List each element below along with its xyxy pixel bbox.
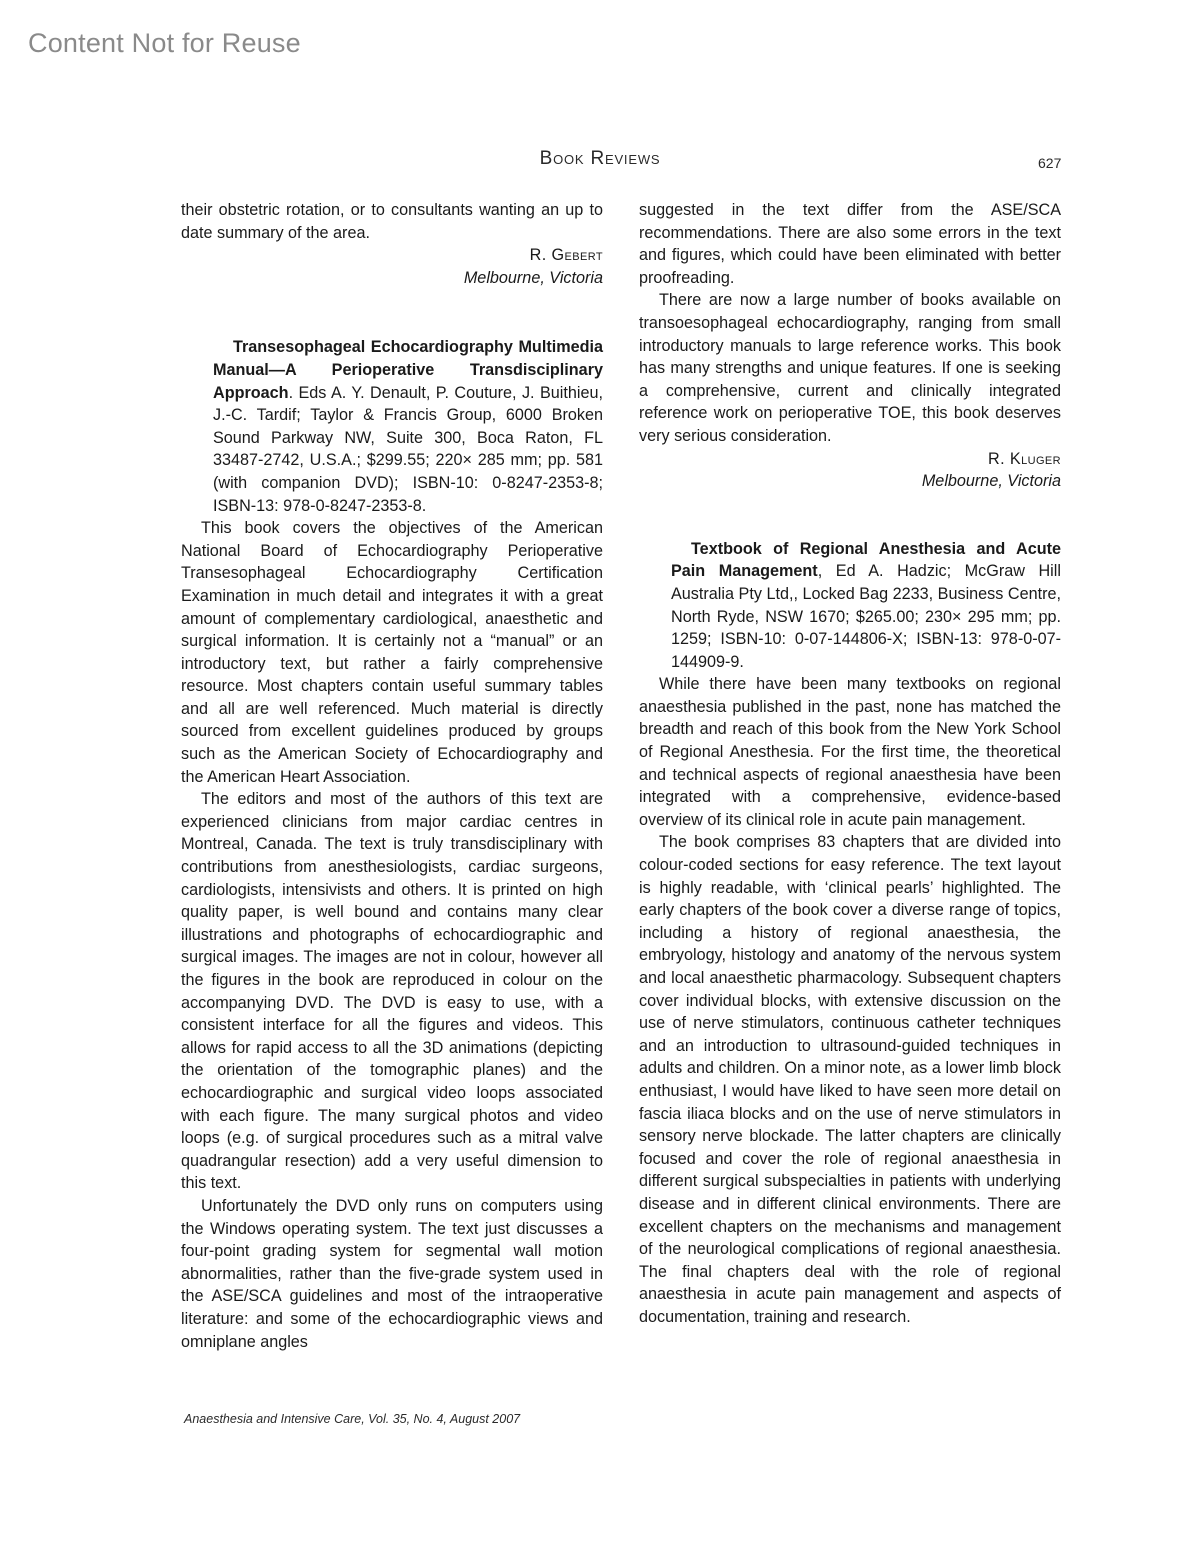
review-paragraph: There are now a large number of books available on transoesophageal echocardiography, ranging from small introductory manuals to large reference works. This book has many strengths and unique features. If one is seeking a comprehensive, current and clinically integrated reference work on perioperative TOE, this book deserves very serious consideration. (639, 291, 1061, 445)
reviewer-name: R. Kluger (988, 449, 1061, 468)
review-signature (639, 448, 1061, 493)
book-details: . Eds A. Y. Denault, P. Couture, J. Buithieu, J.-C. Tardif; Taylor & Francis Group, 6000 Broken Sound Parkway NW, Suite 300, Boca Raton, FL 33487-2742, U.S.A.; $299.55; 220× 285 mm; pp. 581 (with companion DVD); ISBN-10: 0-8247-2353-8; ISBN-13: 978-0-8247-2353-8. (213, 383, 603, 515)
book-title: Transesophageal Echocardiography Multimedia Manual—A Perioperative Transdisciplinary Approach (213, 338, 603, 402)
review-paragraph: While there have been many textbooks on regional anaesthesia published in the past, none has matched the breadth and reach of this book from the New York School of Regional Anesthesia. For the first time, the theoretical and technical aspects of regional anaesthesia have been integrated with a comprehensive, evidence-based overview of its clinical role in acute pain management. (639, 675, 1061, 829)
book-details: , Ed A. Hadzic; McGraw Hill Australia Pty Ltd,, Locked Bag 2233, Business Centre, North Ryde, NSW 1670; $265.00; 230× 295 mm; pp. 1259; ISBN-10: 0-07-144806-X; ISBN-13: 978-0-07-144909-9. (671, 562, 1061, 671)
review-paragraph: Unfortunately the DVD only runs on computers using the Windows operating system. The text just discusses a four-point grading system for segmental wall motion abnormalities, rather than the five-grade system used in the ASE/SCA guidelines and most of the intraoperative literature: and some of the echocardiographic views and omniplane angles (181, 1196, 603, 1351)
continuation-text: suggested in the text differ from the ASE/SCA recommendations. There are also some errors in the text and figures, which could have been eliminated with better proofreading. (639, 201, 1061, 287)
reviewer-location: Melbourne, Victoria (463, 268, 603, 287)
reviewer-location: Melbourne, Victoria (921, 472, 1061, 491)
review-paragraph: The editors and most of the authors of this text are experienced clinicians from major cardiac centres in Montreal, Canada. The text is truly transdisciplinary with contributions from anesthesiologists, cardiac surgeons, cardiologists, intensivists and others. It is printed on high quality paper, is well bound and contains many clear illustrations and photographs of echocardiographic and surgical images. The images are not in colour, however all the figures in the book are reproduced in colour on the accompanying DVD. The DVD is easy to use, with a consistent interface for all the figures and videos. This allows for rapid access to all the 3D animations (depicting the orientation of the tomographic planes) and the echocardiographic and surgical video loops associated with each figure. The many surgical photos and video loops (e.g. of surgical procedures such as a mitral valve quadrangular resection) add a very useful dimension to this text. (181, 790, 603, 1193)
review-citation (639, 538, 1061, 674)
review-paragraph: The book comprises 83 chapters that are divided into colour-coded sections for easy reference. The text layout is highly readable, with ‘clinical pearls’ highlighted. The early chapters of the book cover a diverse range of topics, including a history of regional anaesthesia, the embryology, histology and anatomy of the nervous system and local anaesthetic pharmacology. Subsequent chapters cover individual blocks, with extensive discussion on the use of nerve stimulators, continuous catheter techniques and an introduction to ultrasound-guided techniques in adults and children. On a minor note, as a lower limb block enthusiast, I would have liked to have seen more detail on fascia iliaca blocks and on the use of nerve stimulators in sensory nerve blockade. The latter chapters are clinically focused and cover the role of regional anaesthesia in different surgical subspecialties in patients with underlying disease and in different clinical environments. There are excellent chapters on the mechanisms and management of the neurological complications of regional anaesthesia. The final chapters deal with the role of regional anaesthesia in acute pain management and aspects of documentation, training and research. (639, 833, 1061, 1326)
journal-citation-footer: Anaesthesia and Intensive Care, Vol. 35, No. 4, August 2007 (184, 1412, 521, 1426)
running-title: Book Reviews (539, 148, 661, 169)
review-paragraph: This book covers the objectives of the American National Board of Echocardiography Perioperative Transesophageal Echocardiography Certification Examination in much detail and integrates it with a great amount of complementary cardiological, anaesthetic and surgical information. It is certainly not a “manual” or an introductory text, but rather a fairly comprehensive resource. Most chapters contain useful summary tables and all are well referenced. Much material is directly sourced from excellent guidelines produced by groups such as the American Society of Echocardiography and the American Heart Association. (181, 519, 603, 786)
watermark: Content Not for Reuse (28, 28, 301, 58)
reviewer-name: R. Gebert (529, 246, 603, 265)
previous-review-signature (181, 244, 603, 289)
continuation-text: their obstetric rotation, or to consultants wanting an up to date summary of the area. (181, 201, 603, 242)
left-column (181, 199, 603, 1353)
book-title: Textbook of Regional Anesthesia and Acute Pain Management (671, 539, 1061, 581)
page-number: 627 (1038, 155, 1062, 171)
right-column (639, 199, 1061, 1329)
review-citation (181, 336, 603, 517)
